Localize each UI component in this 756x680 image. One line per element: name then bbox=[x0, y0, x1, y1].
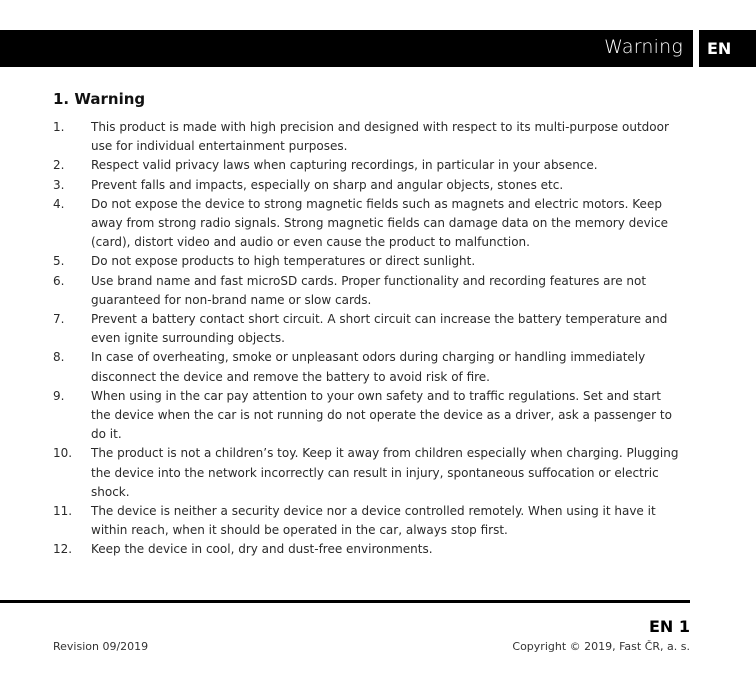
item-number: 3. bbox=[53, 177, 65, 192]
item-text: Use brand name and fast microSD cards. Proper functionality and recording features are not guaranteed for non-brand name or slow cards. bbox=[91, 273, 647, 307]
warning-item bbox=[53, 310, 683, 348]
warning-item bbox=[53, 272, 683, 310]
item-text: Prevent a battery contact short circuit. A short circuit can increase the battery temperature and even ignite surrounding objects. bbox=[91, 312, 668, 346]
item-number: 1. bbox=[53, 120, 65, 134]
warning-item bbox=[53, 502, 683, 540]
header-bar bbox=[0, 30, 693, 67]
warning-item bbox=[53, 176, 683, 195]
item-number: 4. bbox=[53, 196, 65, 211]
footer-divider bbox=[0, 600, 690, 603]
section-heading: 1. Warning bbox=[53, 90, 146, 108]
item-text: The device is neither a security device nor a device controlled remotely. When using it have it within reach, when it should be operated in the car, always stop first. bbox=[91, 504, 656, 538]
item-number: 5. bbox=[53, 254, 65, 269]
item-text: When using in the car pay attention to your own safety and to traffic regulations. Set and start the device when the car is not running do not operate the device as a driver, ask a passenger to do it. bbox=[91, 388, 672, 442]
item-text: Do not expose products to high temperatures or direct sunlight. bbox=[91, 254, 476, 269]
item-number: 12. bbox=[53, 542, 73, 557]
warning-item bbox=[53, 540, 683, 559]
warning-item bbox=[53, 118, 683, 156]
warning-list bbox=[53, 118, 683, 560]
warning-item bbox=[53, 156, 683, 175]
warning-item bbox=[53, 195, 683, 253]
item-text: Prevent falls and impacts, especially on sharp and angular objects, stones etc. bbox=[91, 177, 564, 192]
warning-item bbox=[53, 348, 683, 386]
item-number: 6. bbox=[53, 273, 65, 288]
copyright-notice: Copyright © 2019, Fast ČR, a. s. bbox=[512, 640, 690, 653]
item-number: 11. bbox=[53, 504, 73, 519]
item-text: This product is made with high precision and designed with respect to its multi-purpose outdoor use for individual entertainment purposes. bbox=[91, 120, 669, 154]
language-tab: EN bbox=[699, 30, 756, 67]
item-text: The product is not a children’s toy. Keep it away from children especially when charging. Plugging the device into the network incorrectly can result in injury, spontaneous suffocation or electric shock. bbox=[91, 446, 679, 499]
item-number: 2. bbox=[53, 158, 65, 173]
page-number: EN 1 bbox=[648, 617, 690, 636]
item-text: Do not expose the device to strong magnetic fields such as magnets and electric motors. Keep away from strong radio signals. Strong magnetic fields can damage data on the memory device (card), distort video and audio or even cause the product to malfunction. bbox=[91, 196, 669, 250]
item-number: 10. bbox=[53, 446, 73, 461]
revision-label: Revision 09/2019 bbox=[53, 640, 149, 653]
item-text: Respect valid privacy laws when capturing recordings, in particular in your absence. bbox=[91, 158, 598, 173]
warning-item bbox=[53, 252, 683, 271]
item-text: In case of overheating, smoke or unpleasant odors during charging or handling immediately disconnect the device and remove the battery to avoid risk of fire. bbox=[91, 350, 646, 384]
warning-item bbox=[53, 387, 683, 445]
item-number: 7. bbox=[53, 312, 65, 327]
item-number: 8. bbox=[53, 350, 65, 365]
page-title: Warning bbox=[604, 36, 683, 58]
item-number: 9. bbox=[53, 388, 65, 403]
warning-item bbox=[53, 444, 683, 502]
item-text: Keep the device in cool, dry and dust-free environments. bbox=[91, 542, 433, 557]
